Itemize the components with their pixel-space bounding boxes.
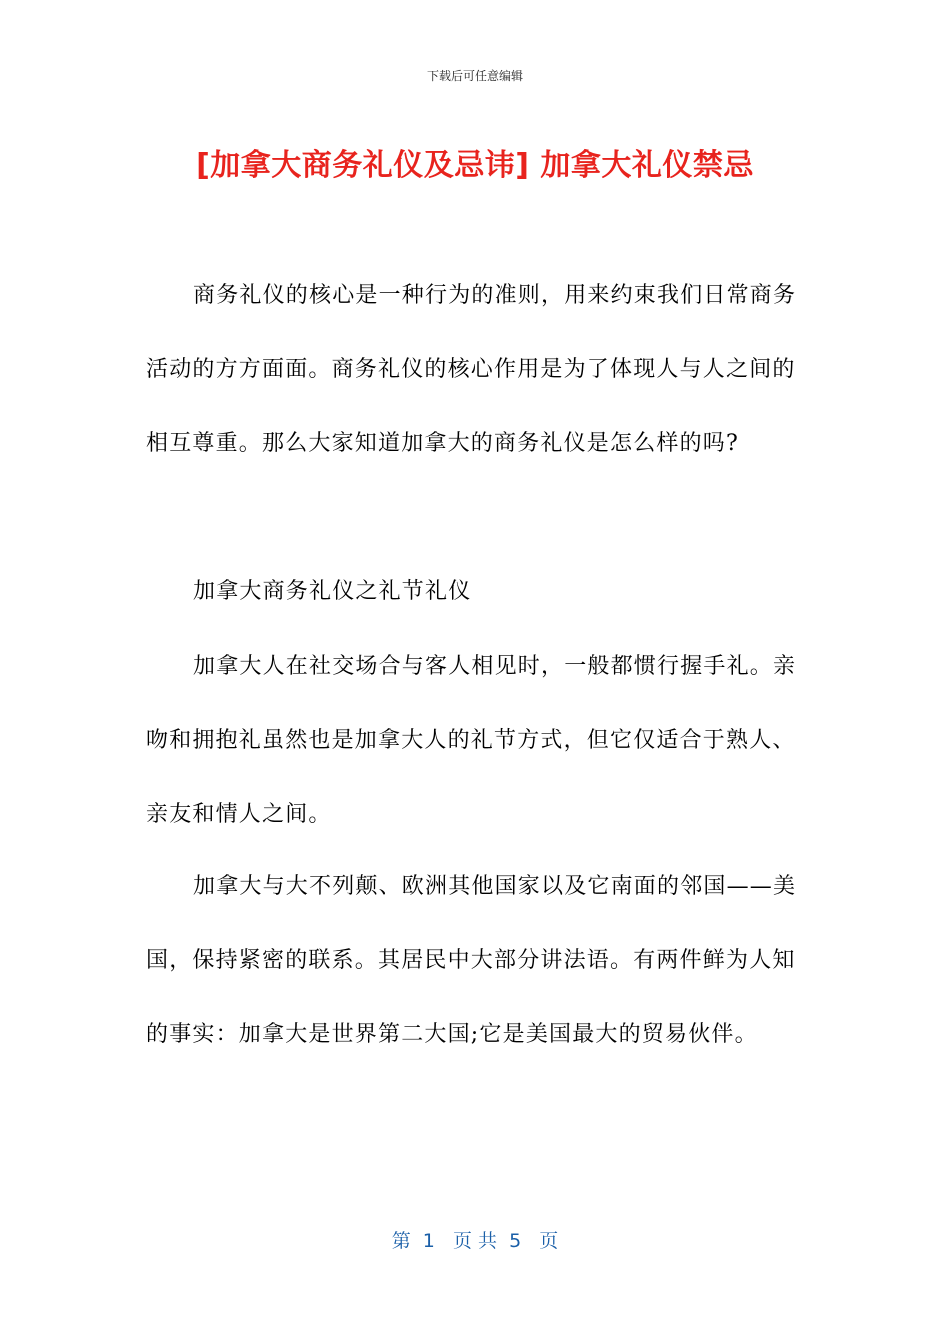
paragraph-greeting: 加拿大人在社交场合与客人相见时，一般都惯行握手礼。亲吻和拥抱礼虽然也是加拿大人的礼节方式，但它仅适合于熟人、亲友和情人之间。	[146, 654, 797, 827]
paragraph-relations: 加拿大与大不列颠、欧洲其他国家以及它南面的邻国——美国，保持紧密的联系。其居民中大部分讲法语。有两件鲜为人知的事实：加拿大是世界第二大国;它是美国最大的贸易伙伴。	[146, 874, 797, 1047]
paragraph-intro: 商务礼仪的核心是一种行为的准则，用来约束我们日常商务活动的方方面面。商务礼仪的核心作用是为了体现人与人之间的相互尊重。那么大家知道加拿大的商务礼仪是怎么样的吗?	[146, 283, 797, 456]
page-number: 第 1 页 共 5 页	[391, 1230, 559, 1252]
section-heading-etiquette: 加拿大商务礼仪之礼节礼仪	[193, 579, 472, 604]
document-title: [加拿大商务礼仪及忌讳] 加拿大礼仪禁忌	[196, 148, 754, 183]
header-note: 下载后可任意编辑	[426, 69, 523, 83]
